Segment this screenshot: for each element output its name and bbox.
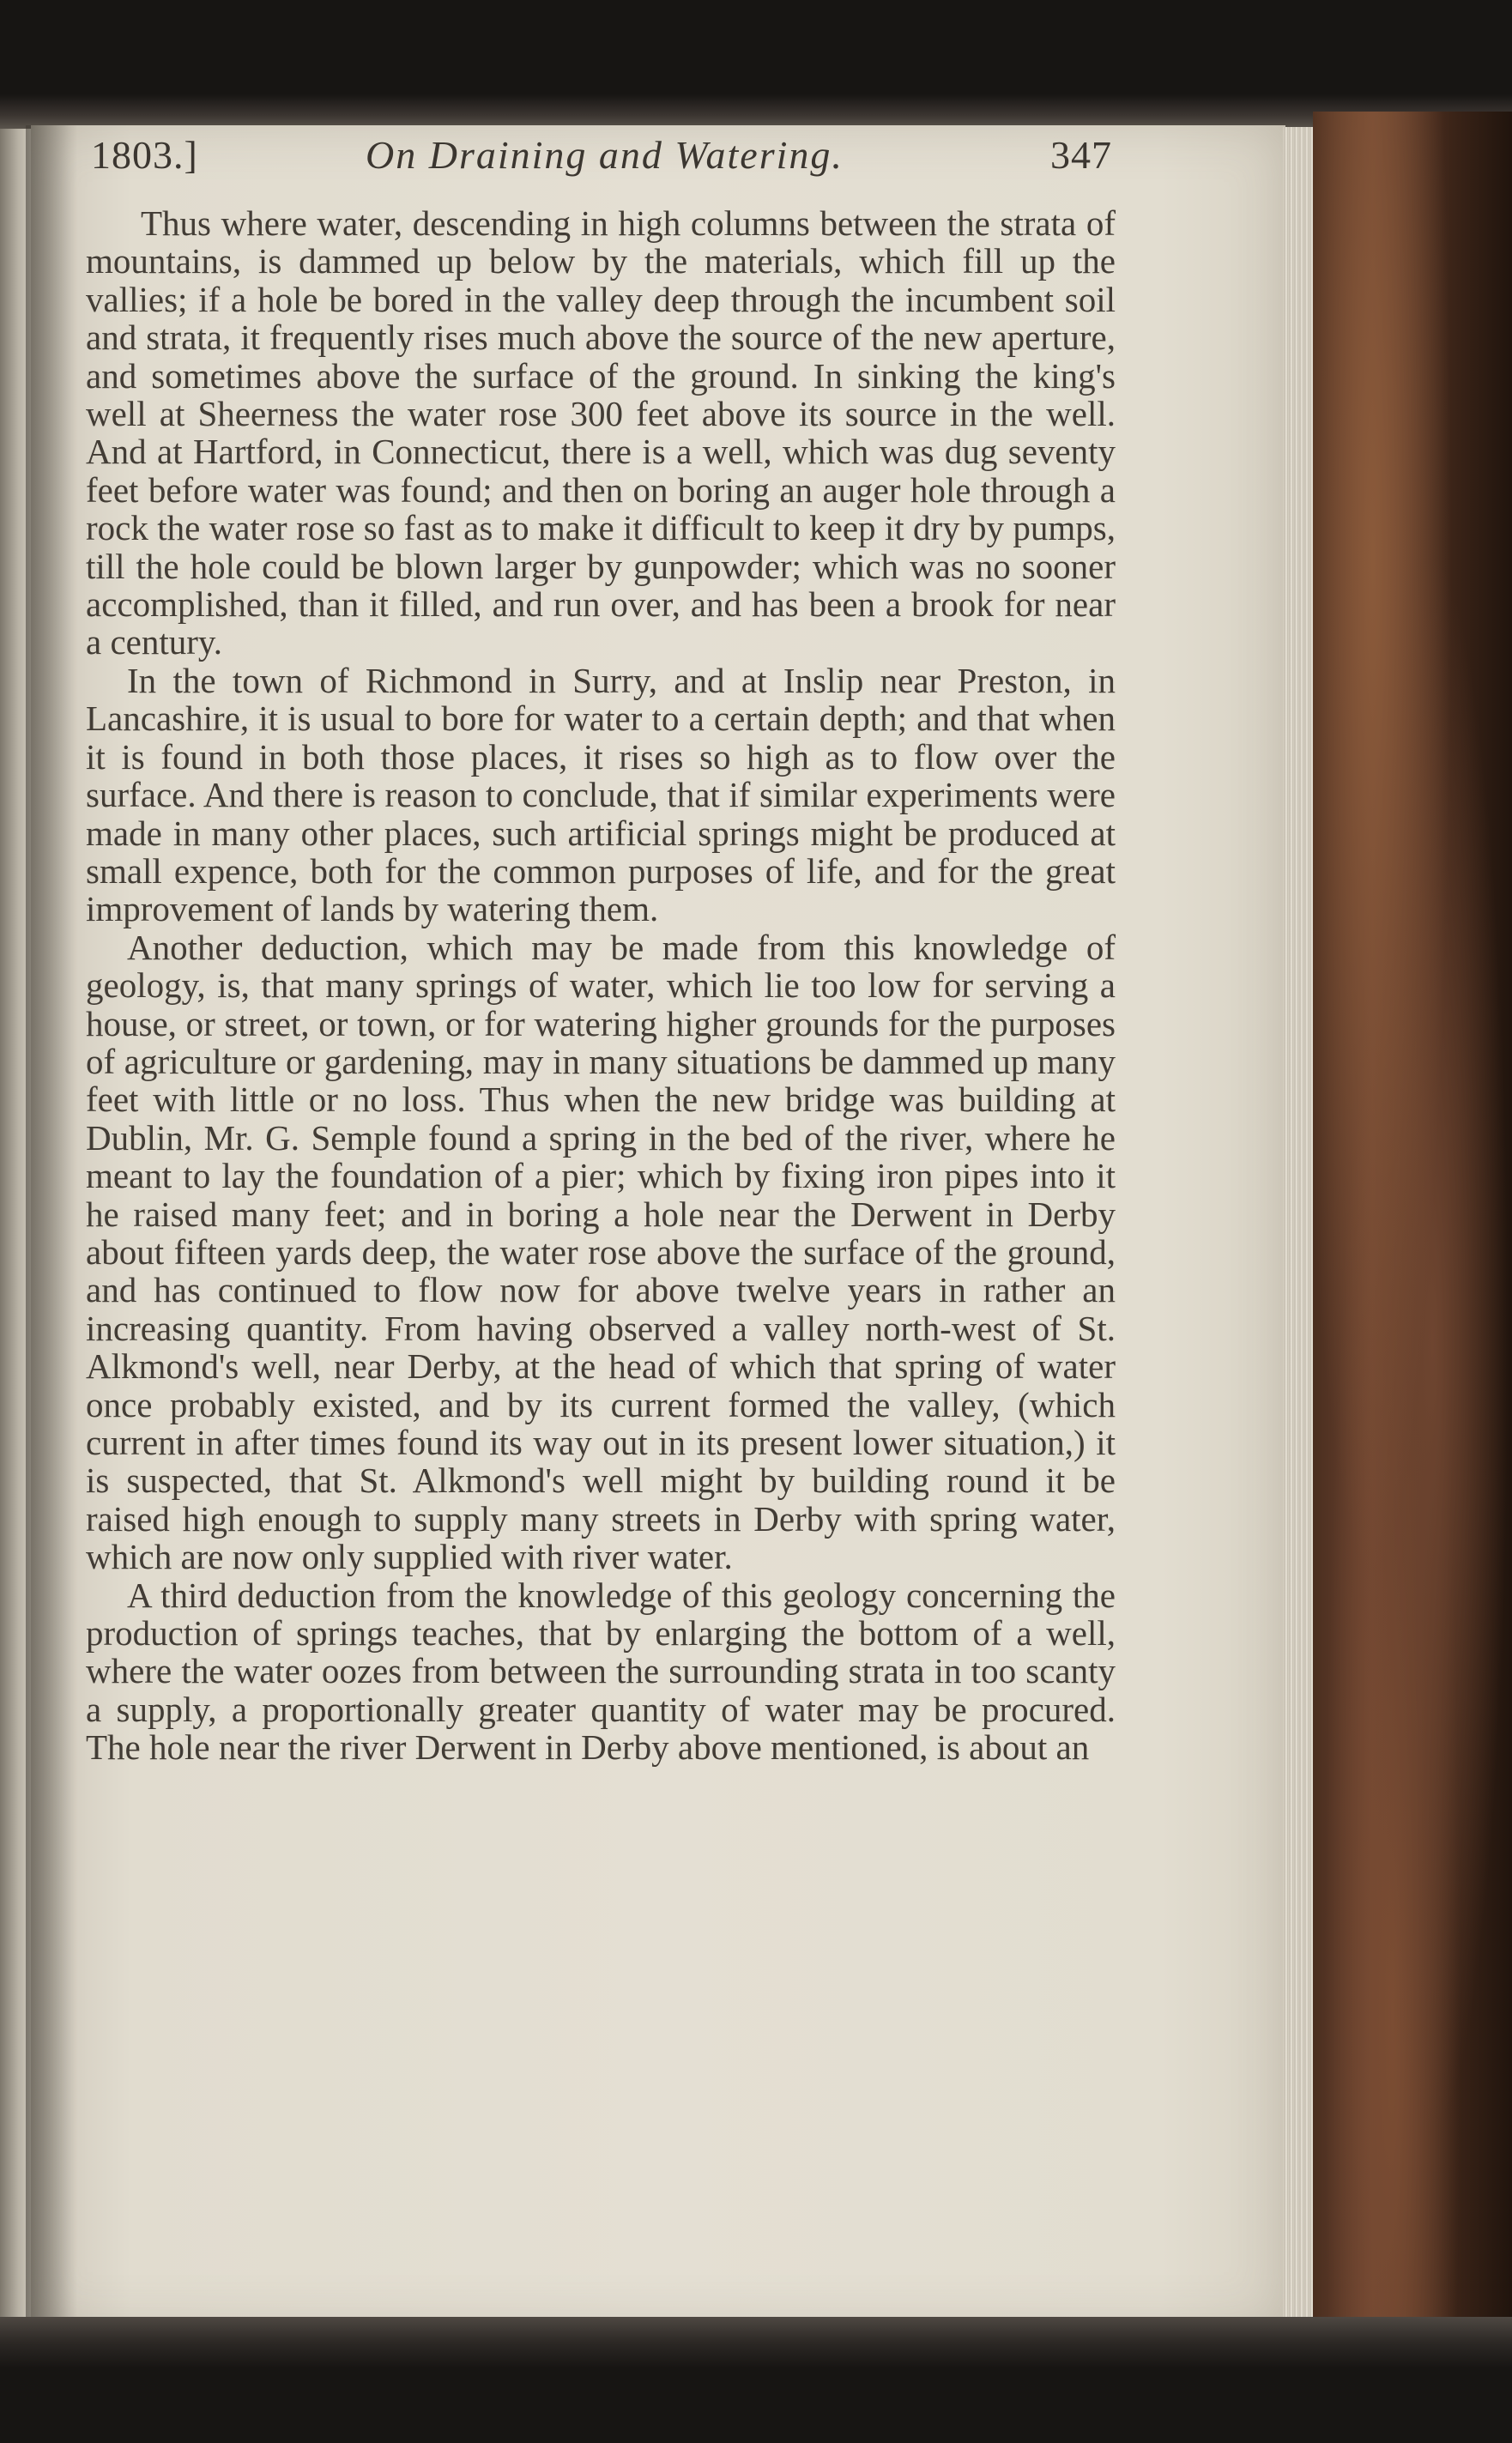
running-head	[91, 132, 1112, 192]
paragraph-4: A third deduction from the knowledge of this geology concerning the production of springs teaches, that by enlarging the bottom of a well, where the water oozes from between the surrounding strata in too scanty a supply, a proportionally greater quantity of water may be procured. The hole near the river Derwent in Derby above mentioned, is about an	[86, 1575, 1116, 1768]
paragraph-3: Another deduction, which may be made from this knowledge of geology, is, that many springs of water, which lie too low for serving a house, or street, or town, or for watering higher grounds for the purposes of agriculture or gardening, may in many situations be dammed up many feet with little or no loss. Thus when the new bridge was building at Dublin, Mr. G. Semple found a spring in the bed of the river, where he meant to lay the foundation of a pier; which by fixing iron pipes into it he raised many feet; and in boring a hole near the Derwent in Derby about fifteen yards deep, the water rose above the surface of the ground, and has continued to flow now for above twelve years in rather an increasing quantity. From having observed a valley north-west of St. Alkmond's well, near Derby, at the head of which that spring of water once probably existed, and by its current formed the valley, (which current in after times found its way out in its present lower situation,) it is suspected, that St. Alkmond's well might by building round it be raised high enough to supply many streets in Derby with spring water, which are now only supplied with river water.	[86, 927, 1116, 1577]
paragraph-1: Thus where water, descending in high columns between the strata of mountains, is dammed up below by the materials, which fill up the vallies; if a hole be bored in the valley deep through the incumbent soil and strata, it frequently rises much above the source of the new aperture, and sometimes above the surface of the ground. In sinking the king's well at Sheerness the water rose 300 feet above its source in the well. And at Hartford, in Connecticut, there is a well, which was dug seventy feet before water was found; and then on boring an auger hole through a rock the water rose so fast as to make it difficult to keep it dry by pumps, till the hole could be blown larger by gunpowder; which was no sooner accomplished, than it filled, and run over, and has been a brook for near a century.	[86, 203, 1116, 662]
book-cover-top-edge	[0, 94, 1512, 129]
leather-cover	[1313, 112, 1512, 2351]
page-stack-edge	[1283, 127, 1317, 2332]
running-head-year: 1803.]	[91, 133, 198, 177]
paragraph-2: In the town of Richmond in Surry, and at Inslip near Preston, in Lancashire, it is usual to bore for water to a certain depth; and that when it is found in both those places, it rises so high as to flow over the surface. And there is reason to conclude, that if similar experiments were made in many other places, such artificial springs might be produced at small expence, both for the common purposes of life, and for the great improvement of lands by watering them.	[86, 660, 1116, 929]
body-text	[86, 204, 1116, 1767]
book-cover-bottom-edge	[0, 2317, 1512, 2368]
gutter-shadow	[26, 125, 77, 2329]
running-head-title: On Draining and Watering.	[366, 133, 844, 177]
page-number: 347	[1050, 133, 1112, 177]
